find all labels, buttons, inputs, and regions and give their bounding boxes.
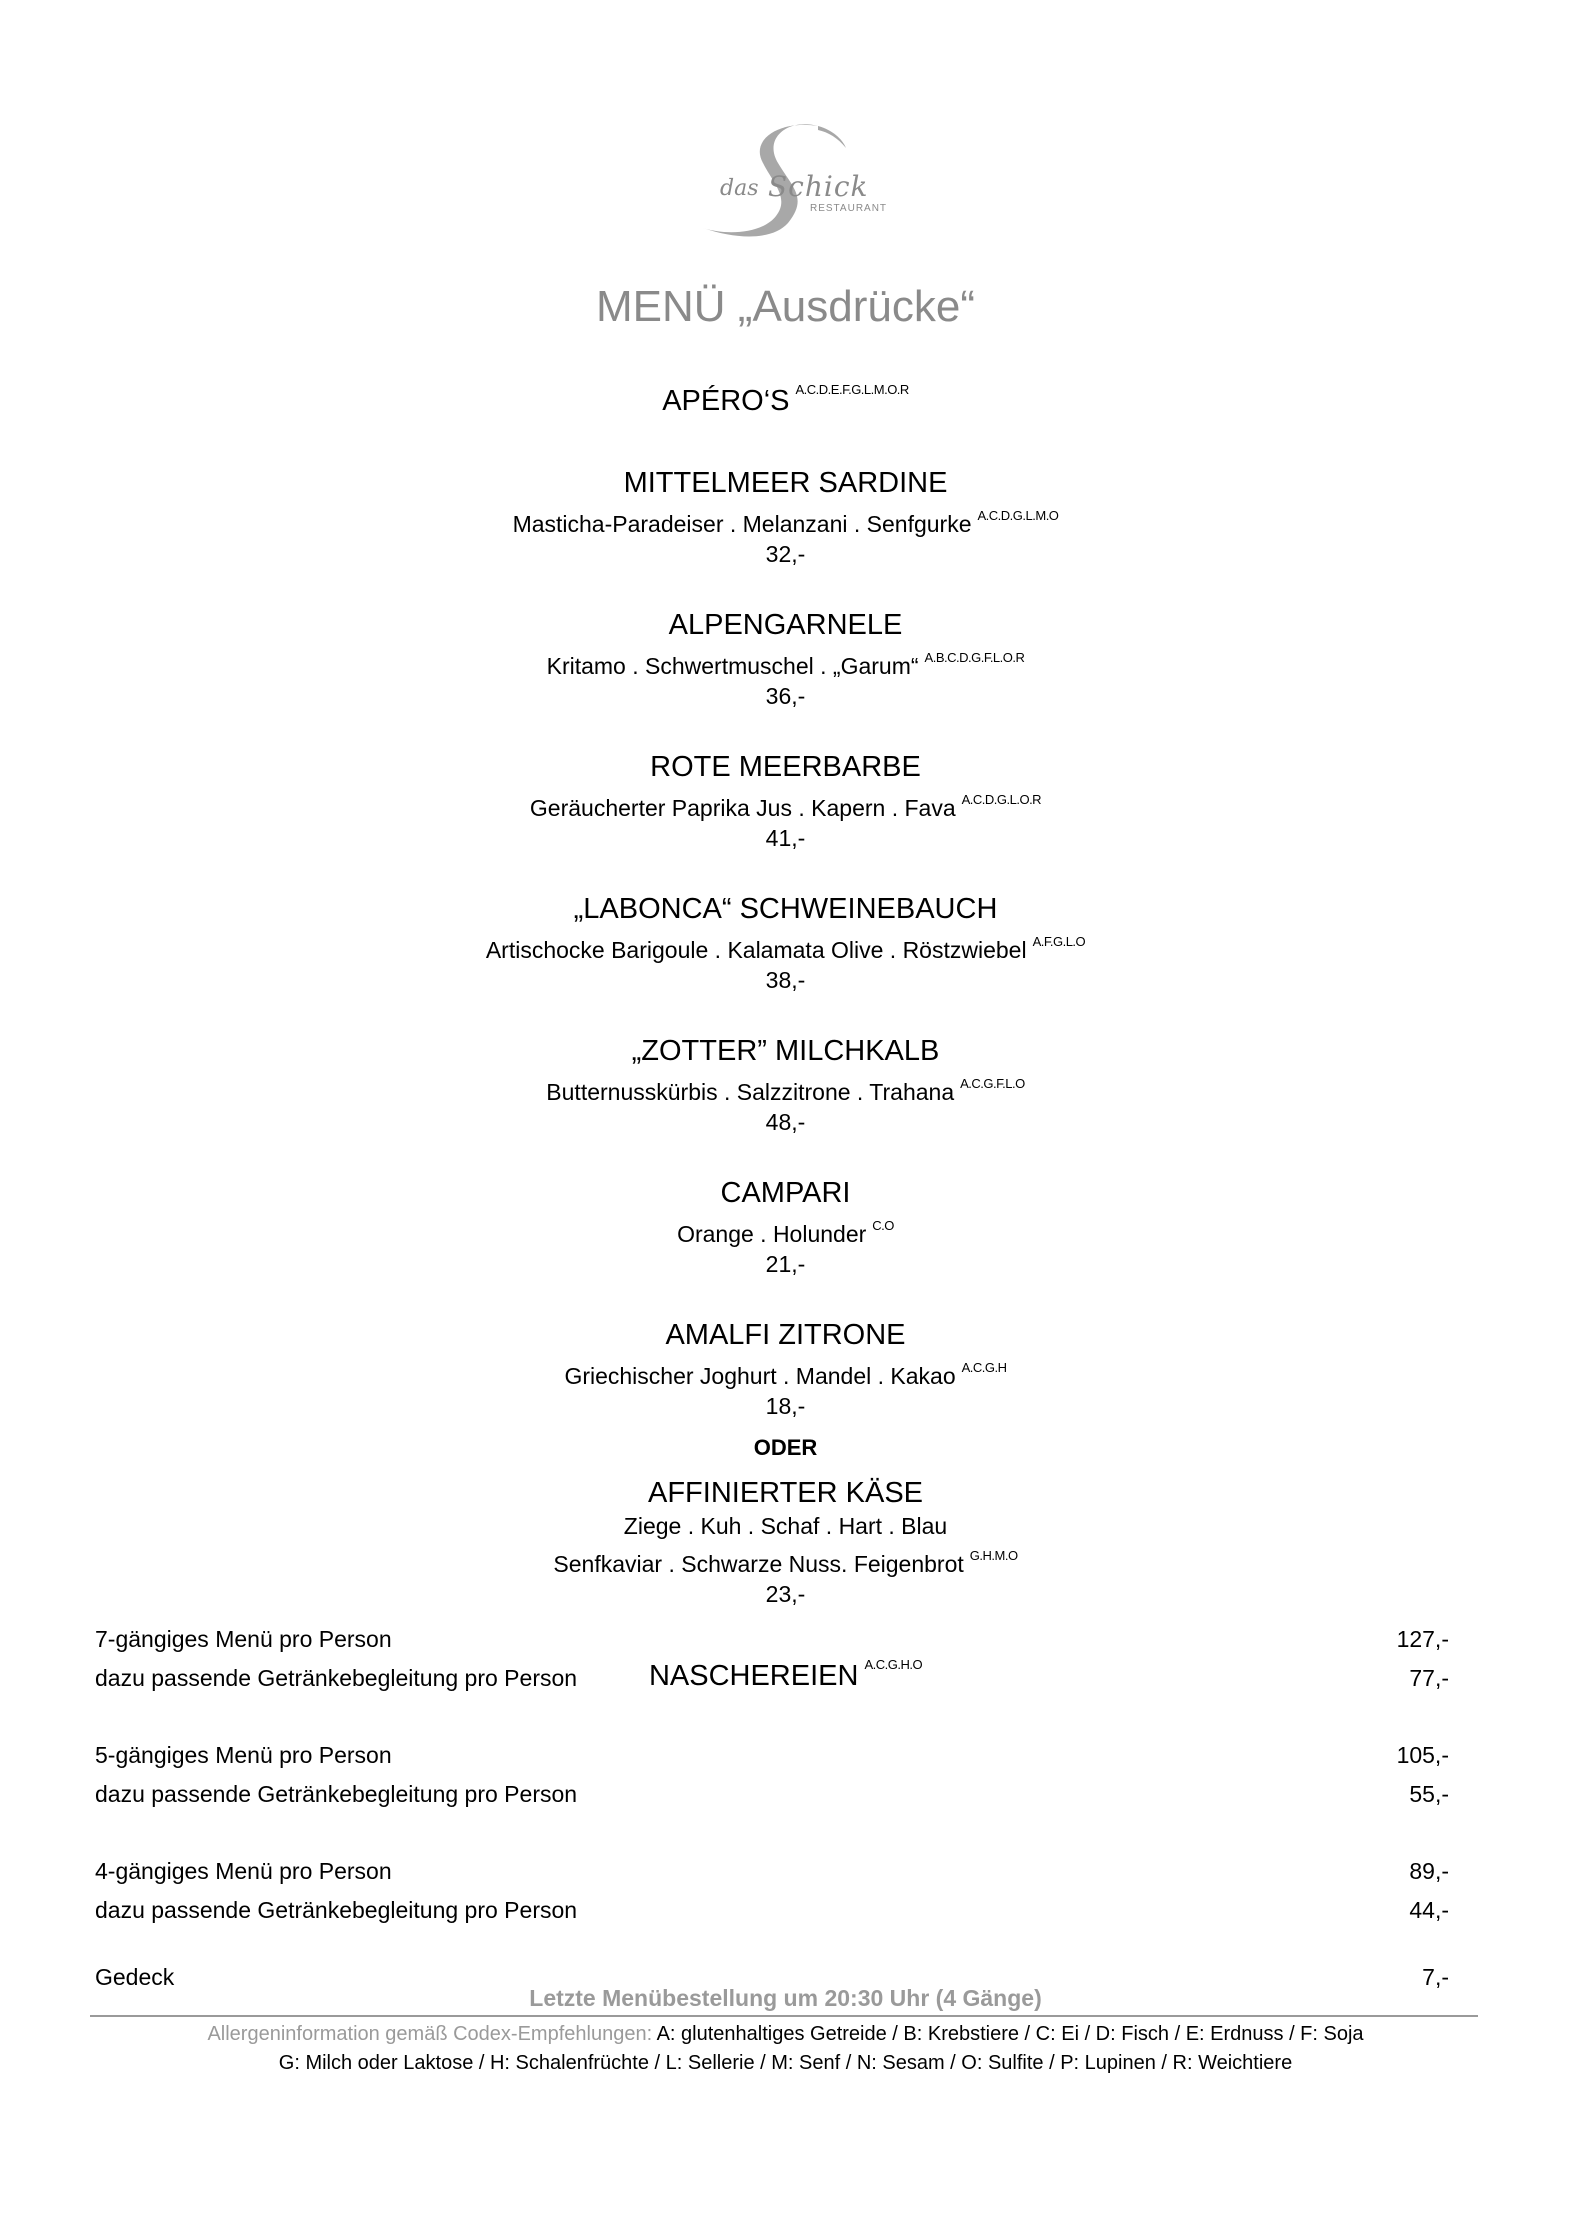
allergen-line-2: G: Milch oder Laktose / H: Schalenfrüchte / L: Sellerie / M: Senf / N: Sesam / O: Sulfite / P: Lupinen / R: Weichtiere <box>278 2052 1293 2074</box>
price-row <box>95 1775 1449 1814</box>
price-label: 5-gängiges Menü pro Person <box>95 1742 392 1768</box>
course-desc: Kritamo . Schwertmuschel . „Garum“ <box>546 653 919 679</box>
price-label: dazu passende Getränkebegleitung pro Person <box>95 1781 578 1807</box>
course-name: MITTELMEER SARDINE <box>623 467 948 499</box>
course-name: CAMPARI <box>720 1177 851 1209</box>
course-desc: Ziege . Kuh . Schaf . Hart . Blau <box>623 1513 948 1539</box>
cheese-course <box>0 1475 1571 1609</box>
footer-divider <box>90 2015 1478 2017</box>
course-1 <box>0 465 1571 569</box>
course-price: 18,- <box>765 1393 806 1419</box>
course-desc: Griechischer Joghurt . Mandel . Kakao <box>564 1363 956 1389</box>
course-price: 32,- <box>765 541 806 567</box>
naschereien-allergens: A.C.G.H.O <box>864 1657 923 1672</box>
apero-name: APÉRO‘S <box>662 385 790 417</box>
allergen-info <box>0 2020 1571 2078</box>
course-allergens: A.F.G.L.O <box>1032 934 1086 949</box>
price-label: dazu passende Getränkebegleitung pro Person <box>95 1665 578 1691</box>
course-4 <box>0 891 1571 995</box>
logo-schick-text: Schick <box>768 170 869 203</box>
price-value: 44,- <box>1409 1897 1449 1923</box>
naschereien-name: NASCHEREIEN <box>648 1660 859 1692</box>
apero-course <box>0 372 1571 419</box>
course-allergens: A.C.G.H <box>961 1360 1007 1375</box>
price-group-7 <box>95 1620 1449 1698</box>
course-allergens: A.C.D.G.L.O.R <box>961 792 1042 807</box>
price-value: 127,- <box>1396 1626 1449 1652</box>
allergen-lead: Allergeninformation gemäß Codex-Empfehlungen: <box>207 2023 653 2045</box>
price-row <box>95 1852 1449 1891</box>
course-6 <box>0 1175 1571 1279</box>
price-list <box>95 1620 1449 1997</box>
course-price: 23,- <box>765 1581 806 1607</box>
course-3 <box>0 749 1571 853</box>
price-value: 77,- <box>1409 1665 1449 1691</box>
price-row <box>95 1736 1449 1775</box>
course-name: „LABONCA“ SCHWEINEBAUCH <box>573 893 998 925</box>
course-name: ROTE MEERBARBE <box>650 751 921 783</box>
course-price: 36,- <box>765 683 806 709</box>
course-name: „ZOTTER” MILCHKALB <box>631 1035 940 1067</box>
gedeck-label: Gedeck <box>95 1964 175 1990</box>
course-price: 21,- <box>765 1251 806 1277</box>
course-allergens: A.C.D.G.L.M.O <box>977 508 1059 523</box>
course-name: AFFINIERTER KÄSE <box>647 1477 924 1509</box>
price-label: 7-gängiges Menü pro Person <box>95 1626 392 1652</box>
price-group-5 <box>95 1736 1449 1814</box>
course-7 <box>0 1317 1571 1421</box>
menu-title: MENÜ „Ausdrücke“ <box>596 282 975 331</box>
course-allergens: A.C.G.F.L.O <box>960 1076 1025 1091</box>
price-value: 105,- <box>1396 1742 1449 1768</box>
oder-separator: ODER <box>753 1435 818 1460</box>
course-2 <box>0 607 1571 711</box>
apero-allergens: A.C.D.E.F.G.L.M.O.R <box>795 382 909 397</box>
course-allergens: C.O <box>872 1218 894 1233</box>
course-desc: Orange . Holunder <box>677 1221 867 1247</box>
price-row <box>95 1659 1449 1698</box>
course-allergens: G.H.M.O <box>969 1548 1018 1563</box>
course-name: ALPENGARNELE <box>668 609 903 641</box>
course-desc: Senfkaviar . Schwarze Nuss. Feigenbrot <box>553 1551 964 1577</box>
course-desc: Geräucherter Paprika Jus . Kapern . Fava <box>529 795 956 821</box>
price-row <box>95 1620 1449 1659</box>
course-price: 48,- <box>765 1109 806 1135</box>
course-desc: Masticha-Paradeiser . Melanzani . Senfgurke <box>512 511 972 537</box>
price-label: dazu passende Getränkebegleitung pro Person <box>95 1897 578 1923</box>
course-desc: Artischocke Barigoule . Kalamata Olive . Röstzwiebel <box>485 937 1027 963</box>
price-row <box>95 1891 1449 1930</box>
price-group-4 <box>95 1852 1449 1930</box>
course-5 <box>0 1033 1571 1137</box>
gedeck-price: 7,- <box>1422 1964 1449 1990</box>
course-price: 41,- <box>765 825 806 851</box>
allergen-line-1: A: glutenhaltiges Getreide / B: Krebstiere / C: Ei / D: Fisch / E: Erdnuss / F: Soja <box>656 2023 1364 2045</box>
course-list <box>0 372 1571 1732</box>
restaurant-logo <box>668 118 908 248</box>
price-value: 89,- <box>1409 1858 1449 1884</box>
course-desc: Butternusskürbis . Salzzitrone . Trahana <box>546 1079 955 1105</box>
price-label: 4-gängiges Menü pro Person <box>95 1858 392 1884</box>
course-price: 38,- <box>765 967 806 993</box>
course-name: AMALFI ZITRONE <box>665 1319 906 1351</box>
logo-das-text: das <box>720 176 759 201</box>
course-allergens: A.B.C.D.G.F.L.O.R <box>924 650 1025 665</box>
logo-restaurant-text: RESTAURANT <box>810 203 888 214</box>
last-order-note: Letzte Menübestellung um 20:30 Uhr (4 Gänge) <box>529 1985 1042 2011</box>
price-value: 55,- <box>1409 1781 1449 1807</box>
